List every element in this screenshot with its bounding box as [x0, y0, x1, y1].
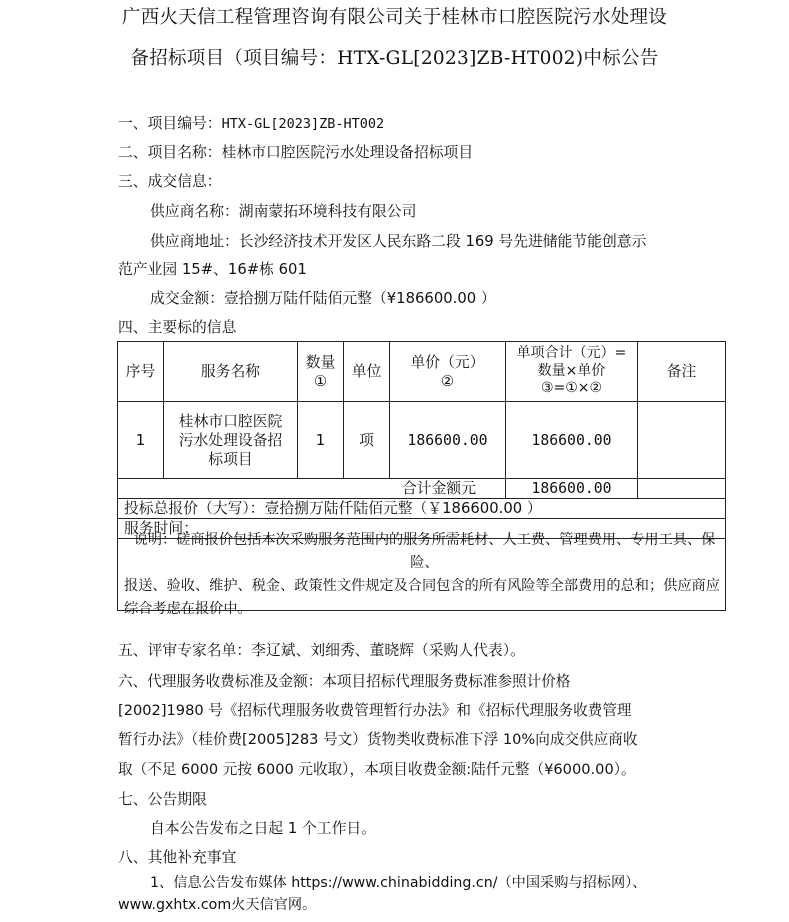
row-subtotal: 186600.00 — [505, 401, 638, 479]
header-service-name: 服务名称 — [163, 341, 298, 402]
project-name-value: 桂林市口腔医院污水处理设备招标项目 — [221, 144, 474, 161]
agency-fee-line-2: [2002]1980 号《招标代理服务收费管理暂行办法》和《招标代理服务收费管理 — [118, 702, 632, 719]
deal-info-heading: 三、成交信息： — [118, 173, 222, 190]
supplier-name-label: 供应商名称： — [150, 203, 239, 220]
supplier-name-value: 湖南蒙拓环境科技有限公司 — [238, 203, 417, 220]
notice-title-line-1: 广西火天信工程管理咨询有限公司关于桂林市口腔医院污水处理设 — [121, 7, 668, 28]
header-seq: 序号 — [117, 341, 164, 402]
header-unit-price — [389, 341, 506, 402]
pricing-note-line-2: 报送、验收、维护、税金、政策性文件规定及合同包含的所有风险等全部费用的总和；供应商应 — [124, 577, 720, 594]
pricing-note-line-3: 综合考虑在报价中。 — [124, 600, 252, 617]
pricing-note — [117, 531, 726, 617]
header-unit: 单位 — [343, 341, 390, 402]
supplier-name — [150, 202, 416, 222]
service-time: 服务时间： — [117, 518, 726, 539]
row-unit: 项 — [343, 401, 390, 479]
agency-fee-line-1: 六、代理服务收费标准及金额：本项目招标代理服务费标准参照计价格 — [118, 673, 571, 690]
supplier-address — [150, 232, 646, 252]
row-service-name — [163, 401, 298, 479]
deal-amount-label: 成交金额： — [150, 290, 224, 307]
review-experts: 五、评审专家名单：李辽斌、刘细秀、董晓辉（采购人代表）。 — [118, 642, 525, 659]
project-name — [118, 143, 473, 163]
notice-period-text: 自本公告发布之日起 1 个工作日。 — [150, 820, 376, 837]
header-unit-price-mark: ② — [440, 372, 455, 390]
header-remark: 备注 — [637, 341, 726, 402]
bid-total-amount: 投标总报价（大写）：壹拾捌万陆仟陆佰元整（￥186600.00 ） — [117, 498, 726, 519]
supplier-address-label: 供应商地址： — [150, 233, 239, 250]
row-seq: 1 — [117, 401, 164, 479]
notice-title-line-2: 备招标项目（项目编号：HTX-GL[2023]ZB-HT002)中标公告 — [130, 48, 659, 69]
row-remark — [637, 401, 726, 479]
agency-fee-line-4: 取（不足 6000 元按 6000 元收取），本项目收费金额:陆仟元整（¥6000.00）。 — [118, 761, 636, 778]
bid-items-table — [117, 341, 726, 617]
header-subtotal-line-3: ③=①×② — [540, 380, 603, 397]
row-quantity: 1 — [297, 401, 344, 479]
pricing-note-line-1: 说明：磋商报价包括本次采购服务范围内的服务所需耗材、人工费、管理费用、专用工具、保险、 — [133, 531, 716, 571]
notice-period-heading: 七、公告期限 — [118, 791, 207, 808]
supplier-address-line-1: 长沙经济技术开发区人民东路二段 169 号先进储能节能创意示 — [238, 233, 647, 250]
header-quantity-mark: ① — [313, 372, 328, 390]
row-service-name-line-3: 标项目 — [208, 450, 253, 468]
total-remark — [637, 478, 726, 499]
total-value: 186600.00 — [505, 478, 638, 499]
header-quantity — [297, 341, 344, 402]
row-service-name-line-2: 污水处理设备招 — [178, 431, 283, 449]
row-unit-price: 186600.00 — [389, 401, 506, 479]
media-line-1: 1、信息公告发布媒体 https://www.chinabidding.cn/（中国采购与招标网）、 — [150, 875, 647, 891]
total-label: 合计金额元 — [117, 478, 506, 499]
agency-fee-line-3: 暂行办法》（桂价费[2005]283 号文）货物类收费标准下浮 10%向成交供应商收 — [118, 731, 638, 748]
header-unit-price-text: 单价（元） — [410, 353, 485, 371]
media-line-2: www.gxhtx.com火天信官网。 — [118, 897, 317, 913]
header-subtotal-line-1: 单项合计（元）= — [516, 345, 627, 362]
project-name-label: 二、项目名称： — [118, 144, 222, 161]
header-quantity-text: 数量 — [305, 353, 336, 371]
other-matters-heading: 八、其他补充事宜 — [118, 849, 237, 866]
row-service-name-line-1: 桂林市口腔医院 — [178, 412, 283, 430]
project-number — [118, 114, 384, 134]
header-subtotal-line-2: 数量×单价 — [537, 362, 606, 379]
project-number-label: 一、项目编号： — [118, 115, 222, 132]
main-items-heading: 四、主要标的信息 — [118, 319, 237, 336]
project-number-value: HTX-GL[2023]ZB-HT002 — [221, 116, 385, 132]
deal-amount — [150, 289, 496, 309]
deal-amount-value: 壹拾捌万陆仟陆佰元整（¥186600.00 ） — [224, 290, 496, 307]
header-subtotal — [505, 341, 638, 402]
supplier-address-line-2: 范产业园 15#、16#栋 601 — [118, 261, 307, 278]
